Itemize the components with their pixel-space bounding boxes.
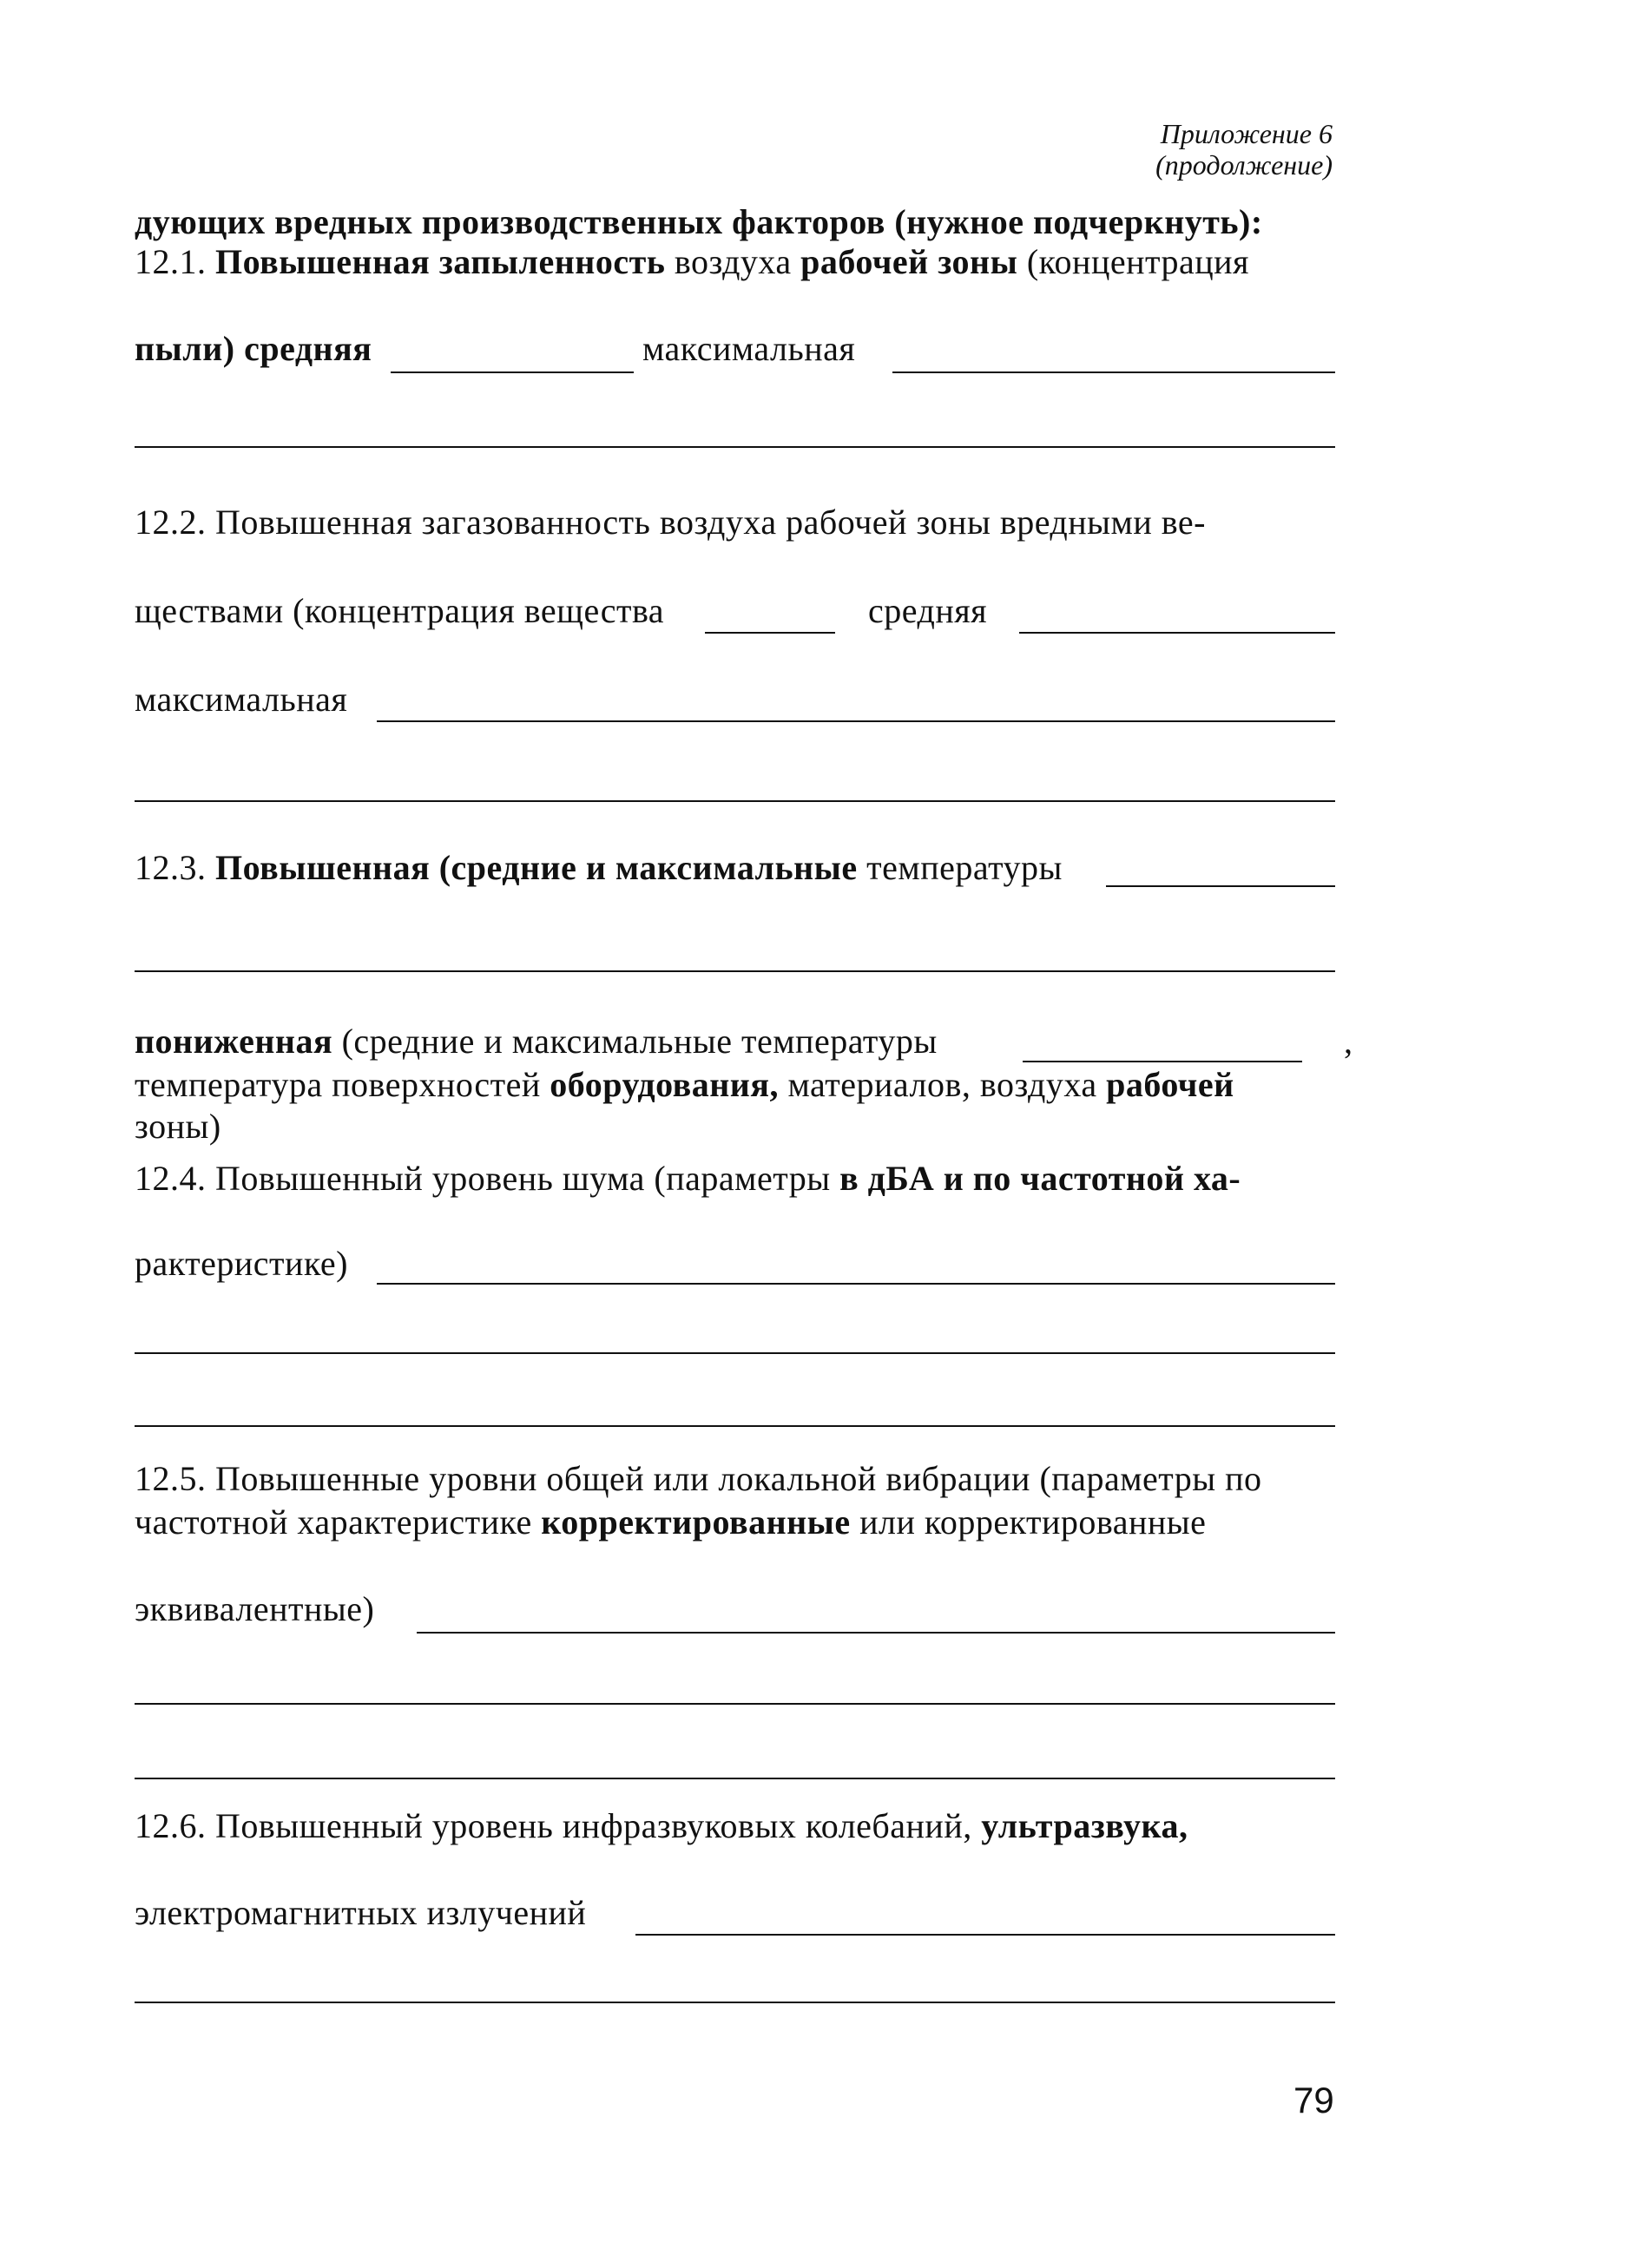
item-12-5-extra-field-1[interactable] <box>135 1703 1335 1705</box>
page-number: 79 <box>1293 2080 1334 2120</box>
item-12-4-extra-field-2[interactable] <box>135 1425 1335 1427</box>
item-12-2-avg-field[interactable] <box>1019 632 1335 634</box>
item-12-3-lowered-tail: , <box>1344 1022 1353 1061</box>
item-12-5-line2: частотной характеристике корректированные или корректированные <box>135 1502 1207 1542</box>
continued-label: (продолжение) <box>1155 149 1333 181</box>
item-12-2-substance-label: ществами (концентрация вещества <box>135 591 665 630</box>
item-12-3-raised-extra-field[interactable] <box>135 970 1335 972</box>
item-12-2-avg-label: средняя <box>868 591 988 630</box>
item-12-1-avg-label: пыли) средняя <box>135 329 372 368</box>
item-12-6-emi-label: электромагнитных излучений <box>135 1893 587 1932</box>
item-12-3-raised-label: 12.3. Повышенная (средние и максимальные температуры <box>135 848 1063 887</box>
item-12-2-title: 12.2. Повышенная загазованность воздуха рабочей зоны вредными ве- <box>135 503 1207 542</box>
item-12-6-field[interactable] <box>635 1934 1335 1936</box>
item-12-1-extra-field[interactable] <box>135 446 1335 448</box>
item-12-4-field[interactable] <box>377 1283 1335 1285</box>
item-12-2-max-label: максимальная <box>135 680 348 719</box>
item-12-3-raised-field[interactable] <box>1106 885 1335 887</box>
item-12-3-surface-line: температура поверхностей оборудования, материалов, воздуха рабочей <box>135 1065 1234 1104</box>
item-12-5-extra-field-2[interactable] <box>135 1778 1335 1779</box>
item-12-2-max-field[interactable] <box>377 720 1335 722</box>
item-12-3-lowered-label: пониженная (средние и максимальные температуры <box>135 1022 938 1061</box>
item-12-1-max-field[interactable] <box>892 371 1335 373</box>
item-12-1-avg-field[interactable] <box>391 371 634 373</box>
item-12-4-title: 12.4. Повышенный уровень шума (параметры в дБА и по частотной ха- <box>135 1159 1241 1198</box>
intro-line: дующих вредных производственных факторов (нужное подчеркнуть): <box>135 202 1263 241</box>
item-12-6-title: 12.6. Повышенный уровень инфразвуковых колебаний, ультразвука, <box>135 1806 1188 1845</box>
item-12-5-field[interactable] <box>417 1632 1335 1634</box>
item-12-3-zone-line: зоны) <box>135 1107 221 1146</box>
item-12-1-title: 12.1. Повышенная запыленность воздуха рабочей зоны (концентрация <box>135 242 1249 281</box>
item-12-4-char-label: рактеристике) <box>135 1244 348 1283</box>
item-12-2-extra-field[interactable] <box>135 800 1335 802</box>
item-12-5-equiv-label: эквивалентные) <box>135 1589 375 1628</box>
item-12-6-extra-field[interactable] <box>135 2002 1335 2003</box>
item-12-2-substance-field[interactable] <box>705 632 835 634</box>
item-12-1-max-label: максимальная <box>642 329 856 368</box>
item-12-4-extra-field-1[interactable] <box>135 1352 1335 1354</box>
appendix-label: Приложение 6 <box>1160 118 1333 149</box>
item-12-3-lowered-field[interactable] <box>1023 1061 1302 1062</box>
item-12-5-title: 12.5. Повышенные уровни общей или локальной вибрации (параметры по <box>135 1459 1262 1498</box>
